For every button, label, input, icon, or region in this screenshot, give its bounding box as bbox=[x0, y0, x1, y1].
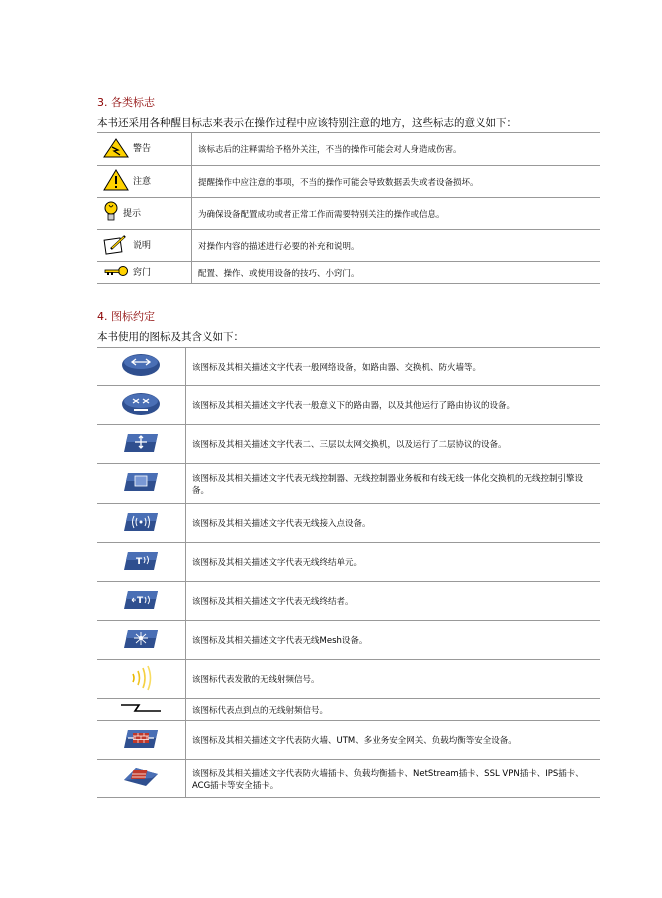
router-icon bbox=[120, 391, 162, 417]
p2p-signal-icon bbox=[119, 702, 163, 714]
firewall-icon bbox=[120, 726, 162, 752]
table-row bbox=[97, 133, 600, 166]
table-row bbox=[97, 621, 600, 660]
sign-label: 警告 bbox=[133, 144, 152, 154]
wireless-controller-icon bbox=[120, 469, 162, 495]
wireless-terminator-icon bbox=[120, 587, 162, 613]
svg-text:T: T bbox=[136, 556, 143, 567]
note-pencil-icon bbox=[103, 233, 129, 255]
icon-description: 该图标及其相关描述文字代表一般网络设备，如路由器、交换机、防火墙等。 bbox=[186, 348, 601, 386]
table-row bbox=[97, 582, 600, 621]
warning-lightning-icon bbox=[103, 138, 129, 158]
caution-exclamation-icon bbox=[103, 169, 129, 191]
sign-description: 配置、操作、或使用设备的技巧、小窍门。 bbox=[192, 262, 601, 284]
table-row bbox=[97, 198, 600, 230]
sign-label: 说明 bbox=[133, 240, 152, 251]
sign-description: 提醒操作中应注意的事项，不当的操作可能会导致数据丢失或者设备损坏。 bbox=[192, 166, 601, 198]
sign-description: 该标志后的注释需给予格外关注，不当的操作可能会对人身造成伤害。 bbox=[192, 133, 601, 166]
svg-text:T: T bbox=[137, 595, 144, 606]
switch-icon bbox=[120, 430, 162, 456]
mesh-device-icon bbox=[120, 626, 162, 652]
icon-description: 该图标及其相关描述文字代表无线终结者。 bbox=[186, 582, 601, 621]
notice-signs-table bbox=[97, 132, 600, 284]
network-device-icon bbox=[120, 352, 162, 378]
table-row bbox=[97, 230, 600, 262]
icon-description: 该图标及其相关描述文字代表无线控制器、无线控制器业务板和有线无线一体化交换机的无线控制引擎设备。 bbox=[186, 464, 601, 504]
icon-description: 该图标及其相关描述文字代表无线接入点设备。 bbox=[186, 504, 601, 543]
icon-description: 该图标及其相关描述文字代表无线终结单元。 bbox=[186, 543, 601, 582]
icon-description: 该图标及其相关描述文字代表无线Mesh设备。 bbox=[186, 621, 601, 660]
icon-description: 该图标及其相关描述文字代表防火墙插卡、负载均衡插卡、NetStream插卡、SSL VPN插卡、IPS插卡、ACG插卡等安全插卡。 bbox=[186, 760, 601, 798]
lightbulb-icon bbox=[103, 200, 119, 224]
icon-description: 该图标代表发散的无线射频信号。 bbox=[186, 660, 601, 699]
security-card-icon bbox=[120, 764, 162, 790]
table-row bbox=[97, 660, 600, 699]
section-3-title: 3. 各类标志 bbox=[97, 96, 155, 109]
sign-description: 为确保设备配置成功或者正常工作而需要特别关注的操作或信息。 bbox=[192, 198, 601, 230]
table-row bbox=[97, 425, 600, 464]
table-row bbox=[97, 262, 600, 284]
table-row bbox=[97, 166, 600, 198]
key-icon bbox=[103, 265, 129, 277]
table-row bbox=[97, 504, 600, 543]
sign-label: 提示 bbox=[123, 208, 142, 219]
icon-description: 该图标代表点到点的无线射频信号。 bbox=[186, 699, 601, 721]
radio-signal-icon bbox=[127, 665, 155, 691]
icon-conventions-table bbox=[97, 347, 600, 798]
table-row bbox=[97, 464, 600, 504]
table-row bbox=[97, 721, 600, 760]
section-4-intro: 本书使用的图标及其含义如下： bbox=[97, 331, 244, 343]
section-3-intro: 本书还采用各种醒目标志来表示在操作过程中应该特别注意的地方，这些标志的意义如下： bbox=[97, 117, 517, 129]
sign-description: 对操作内容的描述进行必要的补充和说明。 bbox=[192, 230, 601, 262]
wireless-terminator-unit-icon bbox=[120, 548, 162, 574]
icon-description: 该图标及其相关描述文字代表一般意义下的路由器，以及其他运行了路由协议的设备。 bbox=[186, 386, 601, 425]
icon-description: 该图标及其相关描述文字代表二、三层以太网交换机，以及运行了二层协议的设备。 bbox=[186, 425, 601, 464]
sign-label: 注意 bbox=[133, 176, 152, 187]
table-row bbox=[97, 386, 600, 425]
table-row bbox=[97, 760, 600, 798]
table-row bbox=[97, 543, 600, 582]
icon-description: 该图标及其相关描述文字代表防火墙、UTM、多业务安全网关、负载均衡等安全设备。 bbox=[186, 721, 601, 760]
access-point-icon bbox=[120, 509, 162, 535]
sign-label: 窍门 bbox=[133, 267, 152, 278]
table-row bbox=[97, 348, 600, 386]
section-4-title: 4. 图标约定 bbox=[97, 310, 155, 323]
table-row bbox=[97, 699, 600, 721]
